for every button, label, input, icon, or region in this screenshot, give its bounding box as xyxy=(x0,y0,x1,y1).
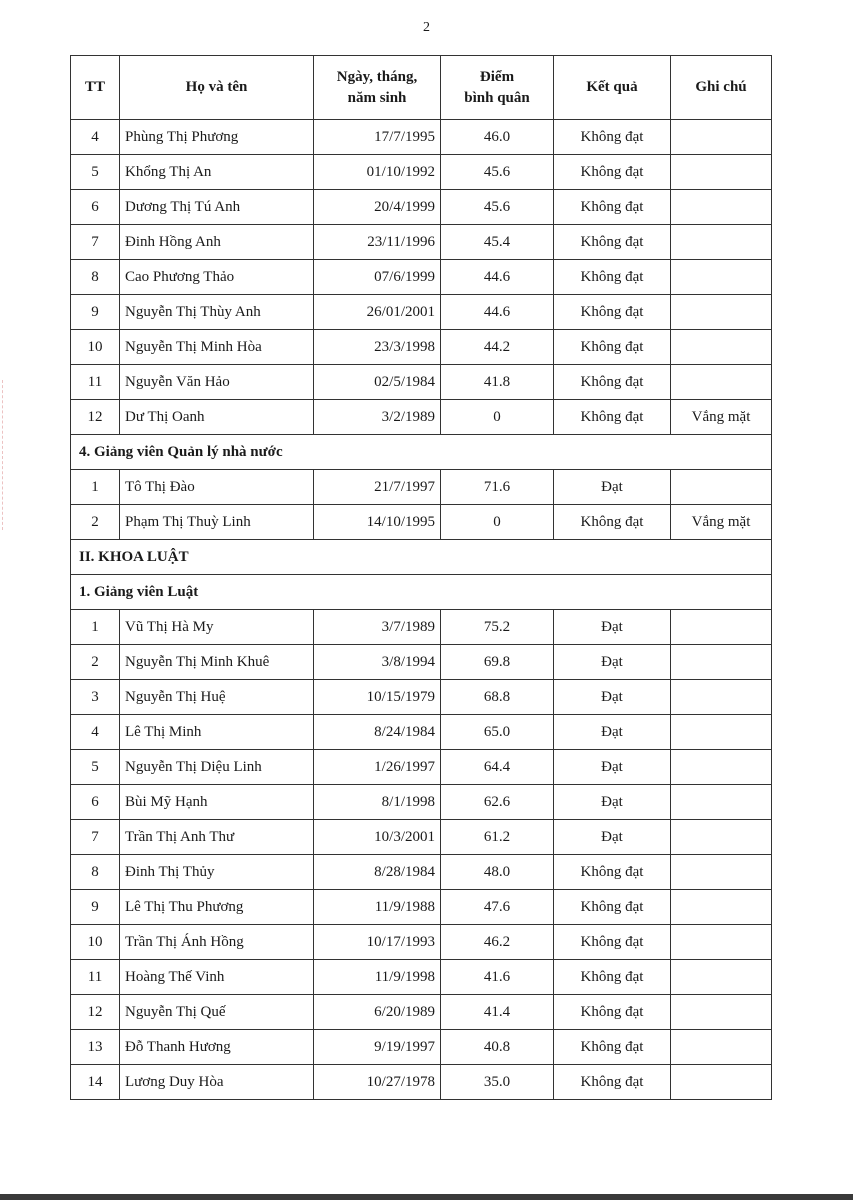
section-row xyxy=(71,540,772,575)
page-number: 2 xyxy=(423,20,430,35)
cell-score: 41.6 xyxy=(441,960,554,995)
cell-tt: 13 xyxy=(71,1030,120,1065)
cell-dob: 23/3/1998 xyxy=(314,330,441,365)
table-row xyxy=(71,610,772,645)
cell-name: Đinh Thị Thủy xyxy=(120,855,314,890)
cell-tt: 9 xyxy=(71,295,120,330)
cell-name: Bùi Mỹ Hạnh xyxy=(120,785,314,820)
cell-note xyxy=(671,960,772,995)
header-dob xyxy=(314,56,441,120)
cell-result: Không đạt xyxy=(554,295,671,330)
section-label: 1. Giảng viên Luật xyxy=(71,575,772,610)
cell-score: 0 xyxy=(441,505,554,540)
cell-name: Trần Thị Anh Thư xyxy=(120,820,314,855)
cell-name: Dương Thị Tú Anh xyxy=(120,190,314,225)
table-row xyxy=(71,400,772,435)
cell-dob: 26/01/2001 xyxy=(314,295,441,330)
cell-name: Lê Thị Minh xyxy=(120,715,314,750)
cell-score: 44.2 xyxy=(441,330,554,365)
section-label: II. KHOA LUẬT xyxy=(71,540,772,575)
cell-tt: 11 xyxy=(71,960,120,995)
cell-note: Vắng mặt xyxy=(671,505,772,540)
cell-note xyxy=(671,260,772,295)
cell-name: Khổng Thị An xyxy=(120,155,314,190)
cell-name: Tô Thị Đào xyxy=(120,470,314,505)
table-row xyxy=(71,260,772,295)
cell-score: 0 xyxy=(441,400,554,435)
cell-note xyxy=(671,1030,772,1065)
cell-dob: 8/28/1984 xyxy=(314,855,441,890)
cell-result: Đạt xyxy=(554,645,671,680)
table-row xyxy=(71,680,772,715)
cell-name: Lê Thị Thu Phương xyxy=(120,890,314,925)
cell-dob: 1/26/1997 xyxy=(314,750,441,785)
cell-note xyxy=(671,750,772,785)
cell-tt: 7 xyxy=(71,820,120,855)
cell-result: Không đạt xyxy=(554,890,671,925)
cell-score: 69.8 xyxy=(441,645,554,680)
cell-dob: 11/9/1988 xyxy=(314,890,441,925)
cell-dob: 21/7/1997 xyxy=(314,470,441,505)
cell-tt: 1 xyxy=(71,470,120,505)
cell-name: Vũ Thị Hà My xyxy=(120,610,314,645)
cell-note xyxy=(671,610,772,645)
cell-score: 40.8 xyxy=(441,1030,554,1065)
margin-stamp-mark xyxy=(2,380,13,530)
table-row xyxy=(71,785,772,820)
cell-note xyxy=(671,715,772,750)
cell-result: Không đạt xyxy=(554,1030,671,1065)
cell-result: Không đạt xyxy=(554,225,671,260)
cell-result: Đạt xyxy=(554,610,671,645)
cell-note xyxy=(671,120,772,155)
cell-name: Nguyễn Thị Huệ xyxy=(120,680,314,715)
cell-name: Nguyễn Thị Diệu Linh xyxy=(120,750,314,785)
cell-score: 44.6 xyxy=(441,260,554,295)
cell-dob: 07/6/1999 xyxy=(314,260,441,295)
cell-result: Đạt xyxy=(554,820,671,855)
cell-note xyxy=(671,225,772,260)
header-dob-line2: năm sinh xyxy=(347,89,407,106)
cell-score: 46.0 xyxy=(441,120,554,155)
cell-score: 47.6 xyxy=(441,890,554,925)
table-row xyxy=(71,470,772,505)
cell-note: Vắng mặt xyxy=(671,400,772,435)
cell-tt: 8 xyxy=(71,260,120,295)
cell-note xyxy=(671,470,772,505)
cell-result: Đạt xyxy=(554,785,671,820)
cell-name: Nguyễn Thị Quế xyxy=(120,995,314,1030)
cell-dob: 02/5/1984 xyxy=(314,365,441,400)
cell-name: Nguyễn Văn Hảo xyxy=(120,365,314,400)
table-row xyxy=(71,995,772,1030)
cell-result: Không đạt xyxy=(554,260,671,295)
header-score-line1: Điểm xyxy=(479,68,515,85)
table-row xyxy=(71,505,772,540)
cell-score: 44.6 xyxy=(441,295,554,330)
cell-dob: 8/1/1998 xyxy=(314,785,441,820)
cell-result: Không đạt xyxy=(554,330,671,365)
cell-dob: 3/7/1989 xyxy=(314,610,441,645)
table-row xyxy=(71,645,772,680)
header-dob-line1: Ngày, tháng, xyxy=(336,68,418,85)
cell-score: 64.4 xyxy=(441,750,554,785)
table-row xyxy=(71,155,772,190)
cell-name: Đỗ Thanh Hương xyxy=(120,1030,314,1065)
cell-result: Không đạt xyxy=(554,925,671,960)
cell-dob: 10/3/2001 xyxy=(314,820,441,855)
table-row xyxy=(71,365,772,400)
table-row xyxy=(71,1065,772,1100)
cell-name: Nguyễn Thị Minh Khuê xyxy=(120,645,314,680)
cell-tt: 10 xyxy=(71,925,120,960)
cell-dob: 9/19/1997 xyxy=(314,1030,441,1065)
cell-name: Dư Thị Oanh xyxy=(120,400,314,435)
cell-note xyxy=(671,925,772,960)
cell-tt: 6 xyxy=(71,785,120,820)
cell-note xyxy=(671,295,772,330)
cell-result: Đạt xyxy=(554,750,671,785)
cell-name: Đinh Hồng Anh xyxy=(120,225,314,260)
header-note: Ghi chú xyxy=(671,56,772,120)
cell-result: Không đạt xyxy=(554,1065,671,1100)
cell-tt: 3 xyxy=(71,680,120,715)
cell-note xyxy=(671,330,772,365)
cell-name: Phùng Thị Phương xyxy=(120,120,314,155)
cell-note xyxy=(671,820,772,855)
cell-tt: 6 xyxy=(71,190,120,225)
scan-bottom-edge xyxy=(0,1194,853,1200)
cell-note xyxy=(671,155,772,190)
table-row xyxy=(71,190,772,225)
cell-tt: 1 xyxy=(71,610,120,645)
table-row xyxy=(71,890,772,925)
cell-tt: 2 xyxy=(71,505,120,540)
cell-note xyxy=(671,365,772,400)
table-row xyxy=(71,855,772,890)
cell-score: 48.0 xyxy=(441,855,554,890)
cell-tt: 9 xyxy=(71,890,120,925)
cell-tt: 4 xyxy=(71,715,120,750)
cell-result: Không đạt xyxy=(554,960,671,995)
cell-dob: 10/15/1979 xyxy=(314,680,441,715)
table-row xyxy=(71,330,772,365)
cell-note xyxy=(671,995,772,1030)
cell-dob: 17/7/1995 xyxy=(314,120,441,155)
cell-result: Không đạt xyxy=(554,365,671,400)
section-row xyxy=(71,435,772,470)
cell-note xyxy=(671,785,772,820)
cell-result: Không đạt xyxy=(554,190,671,225)
header-score-line2: bình quân xyxy=(464,89,530,106)
cell-dob: 6/20/1989 xyxy=(314,995,441,1030)
cell-score: 45.4 xyxy=(441,225,554,260)
results-table xyxy=(70,55,772,1100)
cell-tt: 7 xyxy=(71,225,120,260)
header-name: Họ và tên xyxy=(120,56,314,120)
cell-score: 46.2 xyxy=(441,925,554,960)
cell-result: Không đạt xyxy=(554,155,671,190)
cell-note xyxy=(671,190,772,225)
cell-result: Đạt xyxy=(554,715,671,750)
table-row xyxy=(71,750,772,785)
header-score xyxy=(441,56,554,120)
cell-dob: 11/9/1998 xyxy=(314,960,441,995)
cell-note xyxy=(671,1065,772,1100)
cell-note xyxy=(671,855,772,890)
cell-score: 75.2 xyxy=(441,610,554,645)
cell-score: 45.6 xyxy=(441,155,554,190)
cell-tt: 10 xyxy=(71,330,120,365)
cell-name: Nguyễn Thị Thùy Anh xyxy=(120,295,314,330)
table-row xyxy=(71,225,772,260)
header-result: Kết quả xyxy=(554,56,671,120)
cell-name: Lương Duy Hòa xyxy=(120,1065,314,1100)
cell-score: 45.6 xyxy=(441,190,554,225)
table-row xyxy=(71,820,772,855)
cell-name: Nguyễn Thị Minh Hòa xyxy=(120,330,314,365)
cell-tt: 5 xyxy=(71,155,120,190)
table-row xyxy=(71,925,772,960)
section-row xyxy=(71,575,772,610)
cell-result: Không đạt xyxy=(554,855,671,890)
section-label: 4. Giảng viên Quản lý nhà nước xyxy=(71,435,772,470)
table-row xyxy=(71,120,772,155)
cell-dob: 3/2/1989 xyxy=(314,400,441,435)
cell-score: 35.0 xyxy=(441,1065,554,1100)
table-row xyxy=(71,715,772,750)
cell-dob: 01/10/1992 xyxy=(314,155,441,190)
cell-note xyxy=(671,890,772,925)
cell-score: 41.8 xyxy=(441,365,554,400)
cell-dob: 10/27/1978 xyxy=(314,1065,441,1100)
table-header-row xyxy=(71,56,772,120)
cell-dob: 3/8/1994 xyxy=(314,645,441,680)
cell-result: Không đạt xyxy=(554,505,671,540)
cell-result: Không đạt xyxy=(554,400,671,435)
cell-dob: 10/17/1993 xyxy=(314,925,441,960)
cell-tt: 14 xyxy=(71,1065,120,1100)
cell-name: Phạm Thị Thuỳ Linh xyxy=(120,505,314,540)
cell-name: Trần Thị Ánh Hồng xyxy=(120,925,314,960)
cell-tt: 12 xyxy=(71,400,120,435)
cell-tt: 4 xyxy=(71,120,120,155)
header-tt: TT xyxy=(71,56,120,120)
cell-score: 61.2 xyxy=(441,820,554,855)
cell-tt: 11 xyxy=(71,365,120,400)
cell-name: Cao Phương Thảo xyxy=(120,260,314,295)
cell-dob: 20/4/1999 xyxy=(314,190,441,225)
cell-score: 71.6 xyxy=(441,470,554,505)
cell-score: 62.6 xyxy=(441,785,554,820)
table-row xyxy=(71,1030,772,1065)
table-row xyxy=(71,960,772,995)
cell-score: 41.4 xyxy=(441,995,554,1030)
cell-tt: 5 xyxy=(71,750,120,785)
table-row xyxy=(71,295,772,330)
cell-score: 68.8 xyxy=(441,680,554,715)
cell-tt: 2 xyxy=(71,645,120,680)
cell-result: Đạt xyxy=(554,680,671,715)
cell-name: Hoàng Thế Vinh xyxy=(120,960,314,995)
cell-note xyxy=(671,645,772,680)
cell-dob: 23/11/1996 xyxy=(314,225,441,260)
cell-dob: 14/10/1995 xyxy=(314,505,441,540)
cell-result: Đạt xyxy=(554,470,671,505)
cell-result: Không đạt xyxy=(554,995,671,1030)
cell-dob: 8/24/1984 xyxy=(314,715,441,750)
cell-score: 65.0 xyxy=(441,715,554,750)
cell-result: Không đạt xyxy=(554,120,671,155)
cell-note xyxy=(671,680,772,715)
cell-tt: 8 xyxy=(71,855,120,890)
cell-tt: 12 xyxy=(71,995,120,1030)
table-body xyxy=(71,120,772,1100)
